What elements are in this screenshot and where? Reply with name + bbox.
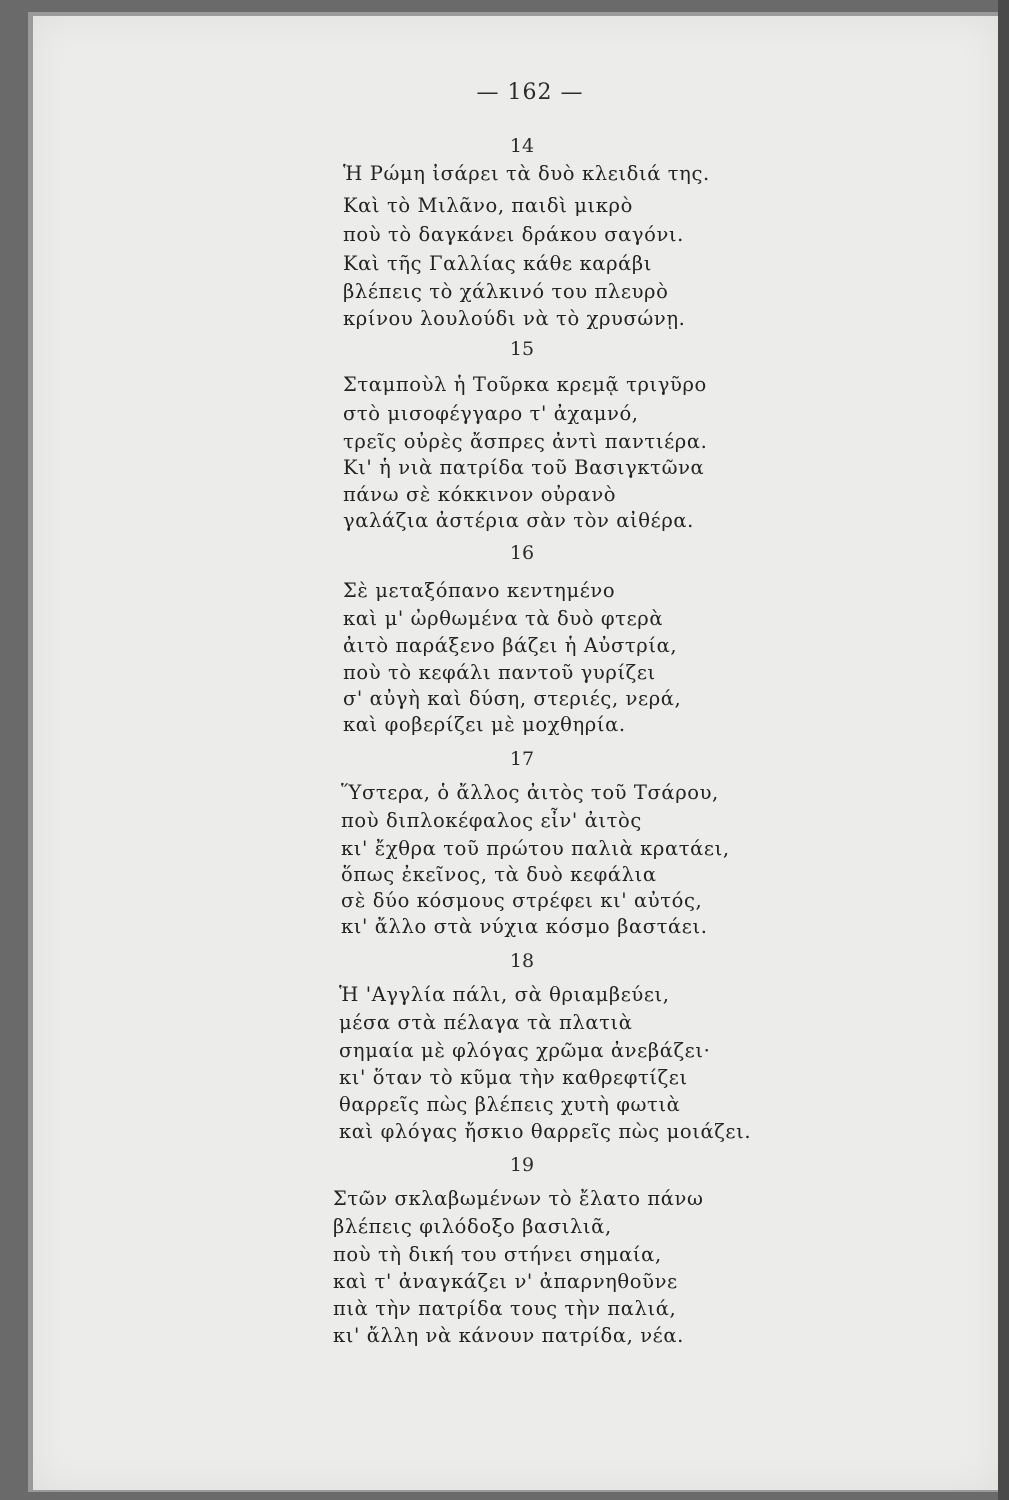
stanza-19-line-4: καὶ τ' ἀναγκάζει ν' ἀπαρνηθοῦνε bbox=[333, 1270, 678, 1293]
stanza-19-line-5: πιὰ τὴν πατρίδα τους τὴν παλιά, bbox=[333, 1297, 677, 1320]
stanza-16-line-6: καὶ φοβερίζει μὲ μοχθηρία. bbox=[343, 713, 626, 736]
stanza-14-line-2: Καὶ τὸ Μιλᾶνο, παιδὶ μικρὸ bbox=[343, 194, 633, 217]
stanza-18-line-3: σημαία μὲ φλόγας χρῶμα ἀνεβάζει· bbox=[339, 1039, 711, 1062]
stanza-number-19: 19 bbox=[509, 1154, 535, 1176]
stanza-17-line-5: σὲ δύο κόσμους στρέφει κι' αὐτός, bbox=[341, 889, 703, 912]
stanza-18-line-2: μέσα στὰ πέλαγα τὰ πλατιὰ bbox=[339, 1011, 633, 1034]
stanza-19-line-6: κι' ἄλλη νὰ κάνουν πατρίδα, νέα. bbox=[333, 1324, 684, 1347]
stanza-14-line-3: ποὺ τὸ δαγκάνει δράκου σαγόνι. bbox=[343, 223, 684, 246]
stanza-15-line-3: τρεῖς οὐρὲς ἄσπρες ἀντὶ παντιέρα. bbox=[343, 430, 708, 453]
page-number: — 162 — bbox=[476, 80, 584, 105]
stanza-17-line-1: Ὕστερα, ὁ ἄλλος ἀιτὸς τοῦ Τσάρου, bbox=[341, 781, 719, 804]
stanza-18-line-4: κι' ὅταν τὸ κῦμα τὴν καθρεφτίζει bbox=[339, 1066, 688, 1089]
stanza-16-line-1: Σὲ μεταξόπανο κεντημένο bbox=[343, 579, 616, 602]
stanza-number-15: 15 bbox=[509, 338, 535, 360]
stanza-16-line-5: σ' αὐγὴ καὶ δύση, στεριές, νερά, bbox=[343, 687, 682, 710]
stanza-19-line-2: βλέπεις φιλόδοξο βασιλιᾶ, bbox=[333, 1215, 612, 1238]
stanza-18-line-5: θαρρεῖς πὼς βλέπεις χυτὴ φωτιὰ bbox=[339, 1093, 681, 1116]
stanza-17-line-3: κι' ἔχθρα τοῦ πρώτου παλιὰ κρατάει, bbox=[341, 837, 730, 860]
stanza-15-line-4: Κι' ἡ νιὰ πατρίδα τοῦ Βασιγκτῶνα bbox=[343, 456, 705, 479]
stanza-15-line-1: Σταμποὺλ ἡ Τοῦρκα κρεμᾷ τριγῦρο bbox=[343, 373, 707, 396]
stanza-17-line-4: ὅπως ἐκεῖνος, τὰ δυὸ κεφάλια bbox=[341, 863, 657, 886]
stanza-number-16: 16 bbox=[509, 542, 535, 564]
stanza-number-17: 17 bbox=[509, 748, 535, 770]
stanza-number-14: 14 bbox=[509, 135, 535, 157]
stanza-17-line-2: ποὺ διπλοκέφαλος εἶν' ἀιτὸς bbox=[341, 809, 642, 832]
stanza-15-line-2: στὸ μισοφέγγαρο τ' ἀχαμνό, bbox=[343, 402, 639, 425]
stanza-14-line-6: κρίνου λουλούδι νὰ τὸ χρυσώνῃ. bbox=[343, 307, 686, 330]
stanza-18-line-1: Ἡ 'Αγγλία πάλι, σὰ θριαμβεύει, bbox=[339, 983, 670, 1006]
stanza-14-line-4: Καὶ τῆς Γαλλίας κάθε καράβι bbox=[343, 252, 653, 275]
stanza-14-line-5: βλέπεις τὸ χάλκινό του πλευρὸ bbox=[343, 280, 669, 303]
stanza-14-line-1: Ἡ Ρώμη ἰσάρει τὰ δυὸ κλειδιά της. bbox=[343, 162, 710, 185]
stanza-19-line-3: ποὺ τὴ δική του στήνει σημαία, bbox=[333, 1243, 662, 1266]
stanza-number-18: 18 bbox=[509, 950, 535, 972]
stanza-16-line-2: καὶ μ' ὠρθωμένα τὰ δυὸ φτερὰ bbox=[343, 607, 664, 630]
stanza-19-line-1: Στῶν σκλαβωμένων τὸ ἔλατο πάνω bbox=[333, 1187, 704, 1210]
stanza-15-line-5: πάνω σὲ κόκκινον οὐρανὸ bbox=[343, 483, 617, 506]
stanza-18-line-6: καὶ φλόγας ἤσκιο θαρρεῖς πὼς μοιάζει. bbox=[339, 1120, 752, 1143]
stanza-16-line-3: ἀιτὸ παράξενο βάζει ἡ Αὐστρία, bbox=[343, 634, 678, 657]
stanza-16-line-4: ποὺ τὸ κεφάλι παντοῦ γυρίζει bbox=[343, 661, 656, 684]
stanza-17-line-6: κι' ἄλλο στὰ νύχια κόσμο βαστάει. bbox=[341, 915, 708, 938]
stanza-15-line-6: γαλάζια ἀστέρια σὰν τὸν αἰθέρα. bbox=[343, 509, 694, 532]
